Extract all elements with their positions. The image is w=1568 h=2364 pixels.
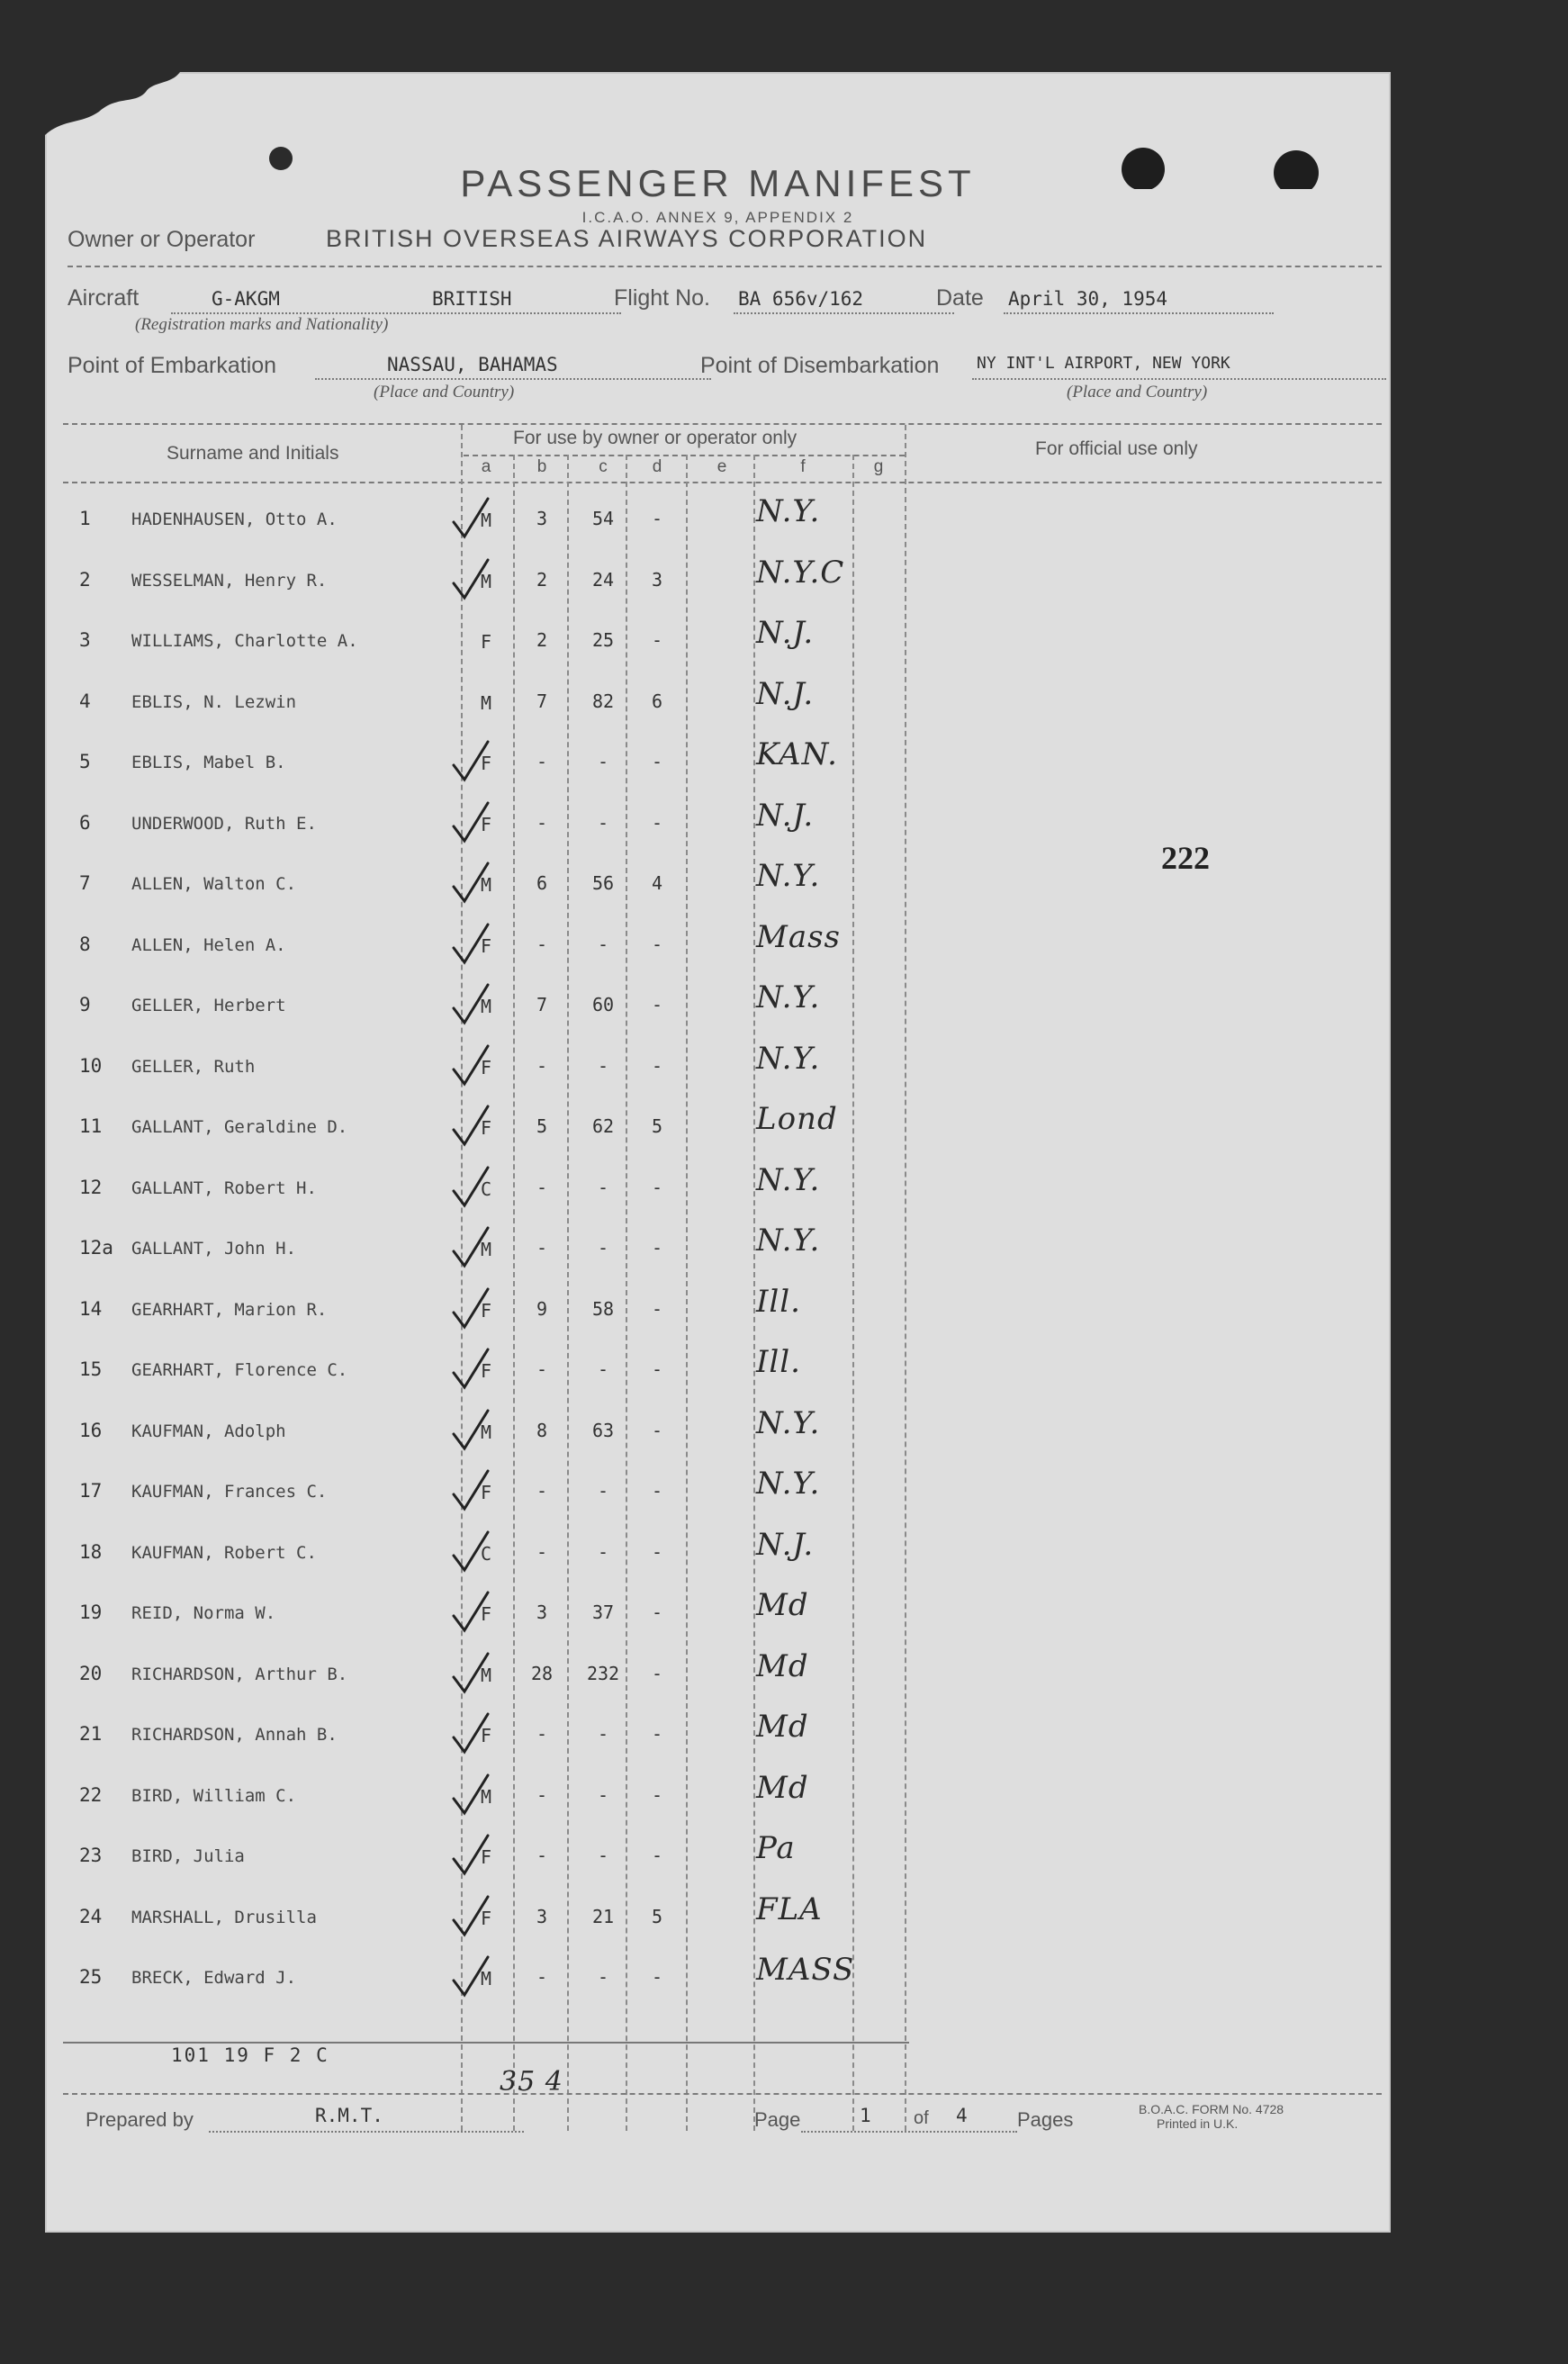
row-number: 3 xyxy=(79,629,91,651)
of-label: of xyxy=(914,2108,929,2128)
cell-destination-handwritten: N.Y. xyxy=(756,1405,821,1441)
cell-c: 232 xyxy=(586,1663,620,1684)
cell-d: - xyxy=(651,1480,663,1502)
cell-destination-handwritten: Ill. xyxy=(756,1344,801,1380)
cell-b: - xyxy=(536,812,548,834)
cell-d: - xyxy=(651,1663,663,1684)
cell-c: - xyxy=(597,1237,609,1259)
passenger-name: BIRD, Julia xyxy=(131,1846,245,1866)
prepared-underline xyxy=(209,2131,524,2133)
cell-d: - xyxy=(651,1298,663,1320)
cell-d: - xyxy=(651,934,663,955)
passenger-row xyxy=(45,979,945,1024)
cell-sex: F xyxy=(480,631,492,653)
embark-underline xyxy=(315,378,711,380)
aircraft-underline xyxy=(171,312,621,314)
passenger-name: EBLIS, Mabel B. xyxy=(131,753,286,772)
cell-b: - xyxy=(536,1966,548,1988)
prepared-by-value: R.M.T. xyxy=(315,2105,383,2126)
cell-destination-handwritten: N.J. xyxy=(756,676,815,712)
passenger-name: GELLER, Ruth xyxy=(131,1057,256,1077)
passenger-row xyxy=(45,1101,945,1146)
cell-sex: F xyxy=(480,935,492,957)
cell-sex: F xyxy=(480,1603,492,1625)
passenger-name: GALLANT, Robert H. xyxy=(131,1178,317,1198)
passenger-row xyxy=(45,1527,945,1572)
cell-destination-handwritten: Md xyxy=(756,1709,809,1745)
passenger-row xyxy=(45,1830,945,1875)
column-header-g: g xyxy=(873,457,884,476)
cell-c: 60 xyxy=(591,994,615,1015)
aircraft-caption: (Registration marks and Nationality) xyxy=(135,315,389,334)
passenger-row xyxy=(45,555,945,600)
passenger-row xyxy=(45,1770,945,1815)
owner-value: BRITISH OVERSEAS AIRWAYS CORPORATION xyxy=(326,225,928,252)
cell-sex: F xyxy=(480,1908,492,1929)
cell-d: - xyxy=(651,812,663,834)
passenger-row xyxy=(45,1648,945,1693)
cell-b: 9 xyxy=(536,1298,548,1320)
cell-c: - xyxy=(597,934,609,955)
cell-sex: F xyxy=(480,1846,492,1868)
passenger-row xyxy=(45,1466,945,1511)
cell-sex: F xyxy=(480,1057,492,1078)
row-number: 24 xyxy=(79,1906,103,1927)
passenger-name: GELLER, Herbert xyxy=(131,996,286,1015)
disembark-value: NY INT'L AIRPORT, NEW YORK xyxy=(977,354,1230,373)
cell-c: - xyxy=(597,812,609,834)
passenger-row xyxy=(45,1162,945,1207)
cell-sex: F xyxy=(480,753,492,774)
date-value: April 30, 1954 xyxy=(1008,288,1168,310)
header-divider xyxy=(68,266,1382,267)
footer-rule xyxy=(63,2093,1382,2095)
official-header: For official use only xyxy=(1035,438,1198,459)
flight-number: BA 656v/162 xyxy=(738,288,864,310)
check-mark-icon xyxy=(448,1286,502,1331)
operator-header-rule xyxy=(464,455,905,456)
cell-d: 5 xyxy=(651,1115,663,1137)
passenger-name: BRECK, Edward J. xyxy=(131,1968,297,1988)
check-mark-icon xyxy=(448,495,502,540)
check-mark-icon xyxy=(448,1164,502,1209)
passenger-name: ALLEN, Walton C. xyxy=(131,874,297,894)
header-bottom-rule xyxy=(63,482,1382,483)
date-underline xyxy=(1004,312,1274,314)
column-header-f: f xyxy=(800,457,806,476)
cell-sex: F xyxy=(480,1360,492,1382)
cell-b: 8 xyxy=(536,1420,548,1441)
passenger-name: GEARHART, Marion R. xyxy=(131,1300,328,1320)
passenger-name: BIRD, William C. xyxy=(131,1786,297,1806)
cell-destination-handwritten: FLA xyxy=(756,1891,823,1927)
passenger-name: KAUFMAN, Frances C. xyxy=(131,1482,328,1502)
cell-d: 6 xyxy=(651,690,663,712)
cell-destination-handwritten: N.Y. xyxy=(756,493,821,529)
manifest-subtitle: I.C.A.O. ANNEX 9, APPENDIX 2 xyxy=(581,209,854,226)
passenger-row xyxy=(45,1587,945,1632)
row-number: 18 xyxy=(79,1541,103,1563)
passenger-name: GEARHART, Florence C. xyxy=(131,1360,348,1380)
passenger-row xyxy=(45,1041,945,1086)
row-number: 10 xyxy=(79,1055,103,1077)
cell-sex: F xyxy=(480,1725,492,1746)
passenger-name: WILLIAMS, Charlotte A. xyxy=(131,631,358,651)
cell-destination-handwritten: N.Y.C xyxy=(756,555,845,591)
check-mark-icon xyxy=(448,1529,502,1574)
cell-b: - xyxy=(536,1723,548,1745)
flight-underline xyxy=(734,312,954,314)
row-number: 6 xyxy=(79,812,91,834)
cell-destination-handwritten: N.Y. xyxy=(756,979,821,1015)
totals-rule xyxy=(63,2042,909,2044)
check-mark-icon xyxy=(448,1710,502,1755)
cell-c: 54 xyxy=(591,508,615,529)
cell-d: - xyxy=(651,1723,663,1745)
row-number: 12 xyxy=(79,1177,103,1198)
cell-d: - xyxy=(651,1966,663,1988)
cell-d: - xyxy=(651,508,663,529)
cell-c: 63 xyxy=(591,1420,615,1441)
owner-label: Owner or Operator xyxy=(68,227,256,252)
cell-c: - xyxy=(597,1966,609,1988)
passenger-row xyxy=(45,858,945,903)
passenger-name: RICHARDSON, Annah B. xyxy=(131,1725,338,1745)
passenger-name: KAUFMAN, Adolph xyxy=(131,1421,286,1441)
check-mark-icon xyxy=(448,921,502,966)
cell-b: 3 xyxy=(536,508,548,529)
disembark-underline xyxy=(972,378,1386,380)
check-mark-icon xyxy=(448,799,502,844)
cell-d: - xyxy=(651,1237,663,1259)
cell-b: 7 xyxy=(536,690,548,712)
date-label: Date xyxy=(936,285,984,311)
aircraft-nationality: BRITISH xyxy=(432,288,512,310)
cell-d: - xyxy=(651,1420,663,1441)
passenger-name: REID, Norma W. xyxy=(131,1603,276,1623)
passenger-name: EBLIS, N. Lezwin xyxy=(131,692,297,712)
cell-sex: M xyxy=(480,1421,492,1443)
cell-b: 3 xyxy=(536,1906,548,1927)
check-mark-icon xyxy=(448,1407,502,1452)
row-number: 17 xyxy=(79,1480,103,1502)
cell-b: 5 xyxy=(536,1115,548,1137)
cell-sex: M xyxy=(480,996,492,1017)
cell-sex: M xyxy=(480,692,492,714)
cell-b: 3 xyxy=(536,1602,548,1623)
printed-in: Printed in U.K. xyxy=(1157,2116,1239,2131)
column-header-d: d xyxy=(652,457,662,476)
row-number: 20 xyxy=(79,1663,103,1684)
cell-c: 62 xyxy=(591,1115,615,1137)
cell-c: - xyxy=(597,1480,609,1502)
cell-b: - xyxy=(536,1784,548,1806)
cell-b: - xyxy=(536,1055,548,1077)
cell-b: - xyxy=(536,751,548,772)
cell-destination-handwritten: N.Y. xyxy=(756,1223,821,1259)
cell-d: 4 xyxy=(651,872,663,894)
aircraft-label: Aircraft xyxy=(68,285,140,311)
totals-handwritten: 35 4 xyxy=(500,2066,563,2098)
cell-b: 2 xyxy=(536,629,548,651)
cell-c: - xyxy=(597,1358,609,1380)
cell-b: - xyxy=(536,1177,548,1198)
passenger-row xyxy=(45,1405,945,1450)
cell-c: - xyxy=(597,1845,609,1866)
cell-destination-handwritten: Lond xyxy=(756,1101,838,1137)
check-mark-icon xyxy=(448,738,502,783)
check-mark-icon xyxy=(448,981,502,1026)
cell-b: - xyxy=(536,1845,548,1866)
cell-d: - xyxy=(651,1055,663,1077)
aircraft-registration: G-AKGM xyxy=(212,288,280,310)
cell-sex: M xyxy=(480,510,492,531)
cell-d: - xyxy=(651,1602,663,1623)
row-number: 7 xyxy=(79,872,91,894)
cell-destination-handwritten: Md xyxy=(756,1648,809,1684)
check-mark-icon xyxy=(448,860,502,905)
cell-c: - xyxy=(597,751,609,772)
cell-c: 56 xyxy=(591,872,615,894)
cell-b: - xyxy=(536,1541,548,1563)
cell-destination-handwritten: Ill. xyxy=(756,1284,801,1320)
cell-c: 58 xyxy=(591,1298,615,1320)
column-header-e: e xyxy=(716,457,727,476)
passenger-name: ALLEN, Helen A. xyxy=(131,935,286,955)
cell-sex: F xyxy=(480,1482,492,1503)
cell-c: 21 xyxy=(591,1906,615,1927)
check-mark-icon xyxy=(448,1953,502,1999)
page-number: 1 xyxy=(860,2105,871,2126)
surname-header: Surname and Initials xyxy=(167,443,339,464)
disembark-label: Point of Disembarkation xyxy=(700,353,940,378)
cell-c: - xyxy=(597,1177,609,1198)
row-number: 19 xyxy=(79,1602,103,1623)
page-total: 4 xyxy=(956,2105,968,2126)
cell-sex: C xyxy=(480,1543,492,1565)
cell-c: 37 xyxy=(591,1602,615,1623)
cell-c: - xyxy=(597,1541,609,1563)
cell-sex: M xyxy=(480,1239,492,1260)
passenger-name: UNDERWOOD, Ruth E. xyxy=(131,814,317,834)
row-number: 16 xyxy=(79,1420,103,1441)
cell-c: - xyxy=(597,1723,609,1745)
check-mark-icon xyxy=(448,1042,502,1087)
cell-d: 5 xyxy=(651,1906,663,1927)
pages-label: Pages xyxy=(1017,2108,1074,2131)
cell-b: - xyxy=(536,1237,548,1259)
check-mark-icon xyxy=(448,1893,502,1938)
check-mark-icon xyxy=(448,1346,502,1391)
passenger-row xyxy=(45,919,945,964)
cell-destination-handwritten: N.J. xyxy=(756,615,815,651)
row-number: 14 xyxy=(79,1298,103,1320)
cell-sex: M xyxy=(480,1665,492,1686)
page-label: Page xyxy=(754,2108,801,2131)
flight-label: Flight No. xyxy=(614,285,710,311)
check-mark-icon xyxy=(448,556,502,601)
check-mark-icon xyxy=(448,1650,502,1695)
disembark-caption: (Place and Country) xyxy=(1067,383,1208,402)
cell-b: - xyxy=(536,934,548,955)
torn-corner xyxy=(45,72,180,135)
cell-destination-handwritten: Mass xyxy=(756,919,841,955)
passenger-row xyxy=(45,615,945,660)
cell-b: 2 xyxy=(536,569,548,591)
totals-line: 101 19 F 2 C xyxy=(171,2044,329,2066)
passenger-name: WESSELMAN, Henry R. xyxy=(131,571,328,591)
passenger-row xyxy=(45,736,945,781)
row-number: 2 xyxy=(79,569,91,591)
row-number: 15 xyxy=(79,1358,103,1380)
row-number: 9 xyxy=(79,994,91,1015)
passenger-name: GALLANT, Geraldine D. xyxy=(131,1117,348,1137)
row-number: 11 xyxy=(79,1115,103,1137)
cell-c: 82 xyxy=(591,690,615,712)
manifest-title: PASSENGER MANIFEST xyxy=(460,162,976,204)
cell-c: 25 xyxy=(591,629,615,651)
cell-sex: M xyxy=(480,874,492,896)
column-header-c: c xyxy=(599,457,608,476)
row-number: 21 xyxy=(79,1723,103,1745)
cell-d: 3 xyxy=(651,569,663,591)
passenger-row xyxy=(45,676,945,721)
check-mark-icon xyxy=(448,1589,502,1634)
cell-destination-handwritten: N.Y. xyxy=(756,1041,821,1077)
row-number: 23 xyxy=(79,1845,103,1866)
table-top-rule xyxy=(63,423,1382,425)
prepared-by-label: Prepared by xyxy=(86,2108,194,2131)
cell-b: - xyxy=(536,1358,548,1380)
embark-value: NASSAU, BAHAMAS xyxy=(387,354,558,375)
cell-destination-handwritten: N.J. xyxy=(756,798,815,834)
cell-d: - xyxy=(651,1541,663,1563)
cell-d: - xyxy=(651,751,663,772)
passenger-row xyxy=(45,1284,945,1329)
cell-destination-handwritten: N.Y. xyxy=(756,858,821,894)
cell-b: 7 xyxy=(536,994,548,1015)
passenger-name: MARSHALL, Drusilla xyxy=(131,1908,317,1927)
cell-sex: M xyxy=(480,571,492,592)
cell-sex: M xyxy=(480,1968,492,1990)
cell-destination-handwritten: Md xyxy=(756,1770,809,1806)
cell-destination-handwritten: Md xyxy=(756,1587,809,1623)
passenger-row xyxy=(45,1952,945,1997)
cell-destination-handwritten: Pa xyxy=(756,1830,796,1866)
cell-b: 6 xyxy=(536,872,548,894)
cell-destination-handwritten: MASS xyxy=(756,1952,855,1988)
cell-destination-handwritten: KAN. xyxy=(756,736,838,772)
check-mark-icon xyxy=(448,1772,502,1817)
check-mark-icon xyxy=(448,1224,502,1269)
cell-sex: M xyxy=(480,1786,492,1808)
row-number: 5 xyxy=(79,751,91,772)
row-number: 12a xyxy=(79,1237,113,1259)
cell-sex: F xyxy=(480,1117,492,1139)
row-number: 8 xyxy=(79,934,91,955)
embark-label: Point of Embarkation xyxy=(68,353,277,378)
row-number: 25 xyxy=(79,1966,103,1988)
cell-d: - xyxy=(651,1177,663,1198)
cell-sex: F xyxy=(480,1300,492,1322)
form-number: B.O.A.C. FORM No. 4728 xyxy=(1139,2102,1284,2116)
cell-destination-handwritten: N.Y. xyxy=(756,1162,821,1198)
check-mark-icon xyxy=(448,1467,502,1512)
passenger-row xyxy=(45,1344,945,1389)
passenger-name: HADENHAUSEN, Otto A. xyxy=(131,510,338,529)
passenger-row xyxy=(45,1891,945,1936)
cell-destination-handwritten: N.Y. xyxy=(756,1466,821,1502)
cell-b: - xyxy=(536,1480,548,1502)
passenger-name: GALLANT, John H. xyxy=(131,1239,297,1259)
check-mark-icon xyxy=(448,1832,502,1877)
passenger-row xyxy=(45,493,945,538)
embark-caption: (Place and Country) xyxy=(374,383,515,402)
cell-d: - xyxy=(651,1358,663,1380)
cell-c: 24 xyxy=(591,569,615,591)
cell-d: - xyxy=(651,629,663,651)
column-header-b: b xyxy=(536,457,547,476)
page-underline xyxy=(801,2131,1017,2133)
operator-header: For use by owner or operator only xyxy=(513,428,798,448)
cell-sex: F xyxy=(480,814,492,835)
passenger-row xyxy=(45,1709,945,1754)
row-number: 1 xyxy=(79,508,91,529)
cell-b: 28 xyxy=(530,1663,554,1684)
page-stamp-number: 222 xyxy=(1161,840,1210,876)
cell-sex: C xyxy=(480,1178,492,1200)
column-header-a: a xyxy=(481,457,491,476)
passenger-name: KAUFMAN, Robert C. xyxy=(131,1543,317,1563)
cell-d: - xyxy=(651,994,663,1015)
row-number: 4 xyxy=(79,690,91,712)
cell-d: - xyxy=(651,1784,663,1806)
row-number: 22 xyxy=(79,1784,103,1806)
passenger-row xyxy=(45,798,945,843)
passenger-row xyxy=(45,1223,945,1268)
check-mark-icon xyxy=(448,1103,502,1148)
manifest-sheet xyxy=(45,72,1391,2233)
cell-d: - xyxy=(651,1845,663,1866)
cell-c: - xyxy=(597,1784,609,1806)
cell-c: - xyxy=(597,1055,609,1077)
passenger-name: RICHARDSON, Arthur B. xyxy=(131,1665,348,1684)
cell-destination-handwritten: N.J. xyxy=(756,1527,815,1563)
